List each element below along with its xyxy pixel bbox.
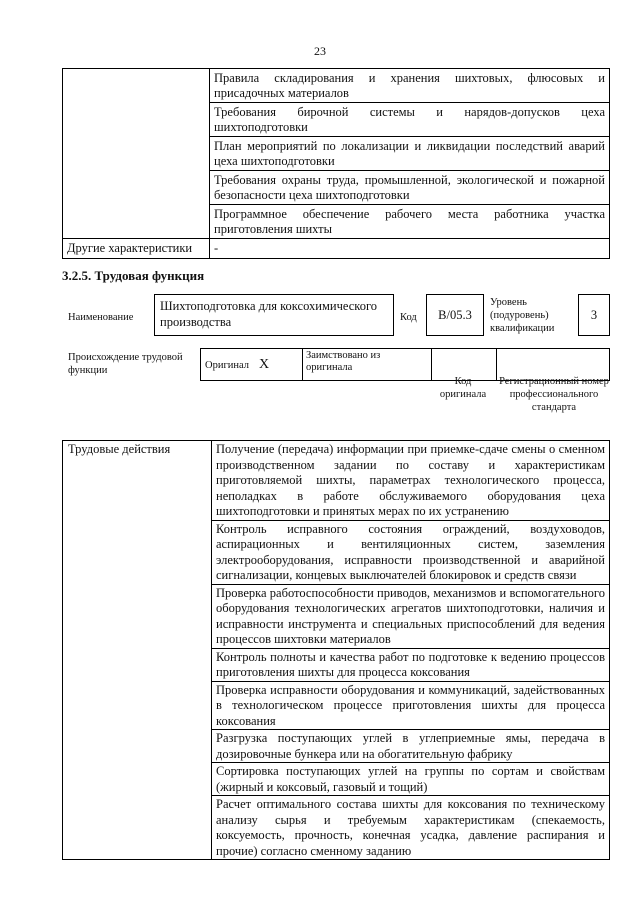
table-row: Сортировка поступающих углей на группы по сортам и свойствам (жирный и коксовый, газовый и тощий) xyxy=(212,763,610,796)
table-row: Контроль полноты и качества работ по подготовке к ведению процессов приготовления шихты для процесса коксования xyxy=(212,648,610,681)
section-heading: 3.2.5. Трудовая функция xyxy=(62,268,205,283)
original-mark: X xyxy=(259,356,270,372)
labor-actions-header: Трудовые действия xyxy=(63,441,212,860)
table-row: Требования охраны труда, промышленной, экологической и пожарной безопасности цеха шихтоподготовки xyxy=(210,171,610,205)
page-number: 23 xyxy=(314,44,326,58)
labor-actions-table xyxy=(62,440,610,860)
code-label: Код xyxy=(400,312,417,323)
qualification-level-box: 3 xyxy=(578,294,610,336)
function-name-box: Шихтоподготовка для коксохимического производства xyxy=(154,294,394,336)
table-row: Разгрузка поступающих углей в углеприемные ямы, передача в дозировочные бункера или на обогатительную фабрику xyxy=(212,730,610,763)
original-label: Оригинал xyxy=(205,359,249,371)
table-row: План мероприятий по локализации и ликвидации последствий аварий цеха шихтоподготовки xyxy=(210,137,610,171)
other-characteristics-value: - xyxy=(210,239,610,259)
table-row: Получение (передача) информации при приемке-сдаче смены о сменном производственном задании по составу и характеристикам приготовляемой шихты, параметрах технологического процесса, неполадках в работе обслуживаемого оборудования цеха шихтоподготовки и принятых мерах по их устранению xyxy=(212,441,610,521)
requirements-table-continued xyxy=(62,68,610,259)
borrowed-cell: Заимствовано из оригинала xyxy=(303,349,432,381)
table-row: Проверка работоспособности приводов, механизмов и вспомогательного оборудования технологических агрегатов шихтоподготовки, наличия и исправности инструмента и специальных приспособлений для ведения процессов шихтовки материалов xyxy=(212,584,610,648)
origin-label: Происхождение трудовой функции xyxy=(68,352,183,376)
name-label: Наименование xyxy=(68,312,134,323)
empty-label-cell xyxy=(63,69,210,239)
table-row: Программное обеспечение рабочего места работника участка приготовления шихты xyxy=(210,205,610,239)
table-row: Контроль исправного состояния ограждений, воздуховодов, аспирационных и вентиляционных систем, заземления электрооборудования, исправности производственной и аварийной сигнализации, концевых выключателей блокировок и средств связи xyxy=(212,520,610,584)
qualification-level-label: Уровень (подуровень) квалификации xyxy=(490,297,555,334)
original-code-caption: Код оригинала xyxy=(439,376,487,400)
reg-number-caption: Регистрационный номер профессионального стандарта xyxy=(499,376,609,413)
original-cell xyxy=(201,349,303,381)
function-code-box: B/05.3 xyxy=(426,294,484,336)
table-row: Проверка исправности оборудования и коммуникаций, задействованных в технологическом процессе приготовления шихты для процесса коксования xyxy=(212,681,610,730)
table-row: Правила складирования и хранения шихтовых, флюсовых и присадочных материалов xyxy=(210,69,610,103)
table-row: Требования бирочной системы и нарядов-допусков цеха шихтоподготовки xyxy=(210,103,610,137)
other-characteristics-label: Другие характеристики xyxy=(63,239,210,259)
table-row: Расчет оптимального состава шихты для коксования по техническому анализу сырья и требуемым характеристикам (спекаемость, коксуемость, прочность, конечная усадка, давление распирания и прочие) согласно сменному заданию xyxy=(212,796,610,860)
